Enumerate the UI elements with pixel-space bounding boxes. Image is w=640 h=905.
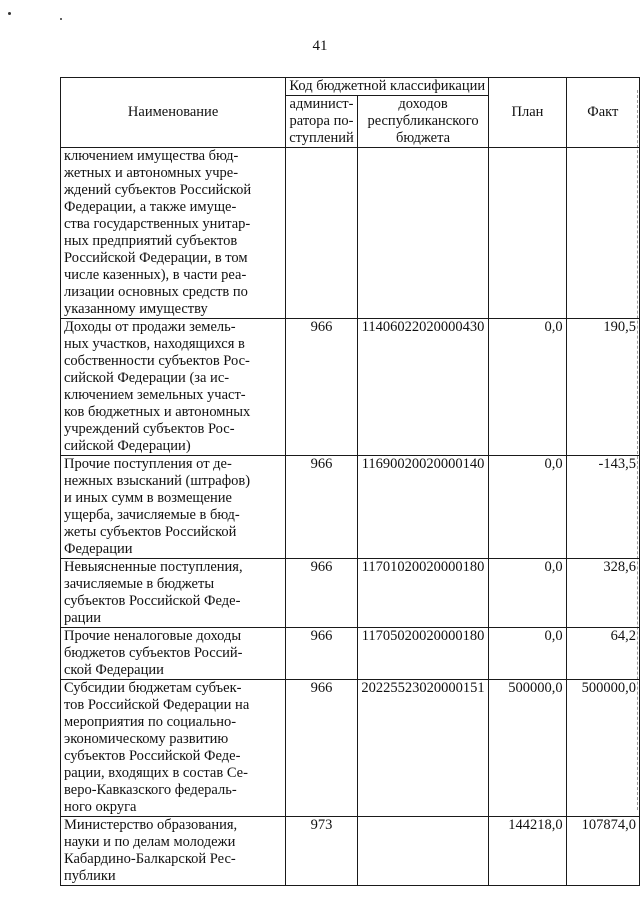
header-name: Наименование — [61, 78, 286, 148]
row-plan — [489, 148, 566, 319]
header-administrator: админист- ратора по- ступлений — [286, 96, 358, 148]
row-administrator-code: 973 — [286, 817, 358, 886]
row-revenue-code: 11690020020000140 — [357, 456, 489, 559]
table-body — [61, 148, 640, 886]
row-name: Прочие неналоговые доходы бюджетов субъектов Россий- ской Федерации — [61, 628, 286, 680]
row-plan: 500000,0 — [489, 680, 566, 817]
table-row — [61, 148, 640, 319]
row-plan: 0,0 — [489, 559, 566, 628]
row-revenue-code — [357, 817, 489, 886]
row-revenue-code — [357, 148, 489, 319]
row-fact — [566, 148, 639, 319]
row-name: Прочие поступления от де- нежных взысканий (штрафов) и иных сумм в возмещение ущерба, зачисляемые в бюд- жеты субъектов Российской Федерации — [61, 456, 286, 559]
row-administrator-code: 966 — [286, 559, 358, 628]
row-administrator-code: 966 — [286, 680, 358, 817]
header-row — [61, 78, 640, 96]
table-row — [61, 456, 640, 559]
row-plan: 0,0 — [489, 319, 566, 456]
table-row — [61, 817, 640, 886]
row-fact: 190,5 — [566, 319, 639, 456]
scan-dot — [60, 18, 62, 20]
row-plan: 144218,0 — [489, 817, 566, 886]
row-administrator-code: 966 — [286, 456, 358, 559]
row-administrator-code: 966 — [286, 319, 358, 456]
row-revenue-code: 11701020020000180 — [357, 559, 489, 628]
table-row — [61, 680, 640, 817]
row-name: Невыясненные поступления, зачисляемые в бюджеты субъектов Российской Феде- рации — [61, 559, 286, 628]
row-plan: 0,0 — [489, 456, 566, 559]
header-budget-code: Код бюджетной классификации — [286, 78, 489, 96]
scan-dot — [8, 12, 11, 15]
row-revenue-code: 11406022020000430 — [357, 319, 489, 456]
row-fact: 328,6 — [566, 559, 639, 628]
row-administrator-code: 966 — [286, 628, 358, 680]
row-name: Министерство образования, науки и по делам молодежи Кабардино-Балкарской Рес- публики — [61, 817, 286, 886]
row-fact: 64,2 — [566, 628, 639, 680]
table-row — [61, 628, 640, 680]
page-number: 41 — [312, 38, 328, 54]
table-row — [61, 319, 640, 456]
header-plan: План — [489, 78, 566, 148]
row-administrator-code — [286, 148, 358, 319]
row-revenue-code: 20225523020000151 — [357, 680, 489, 817]
header-revenue: доходов республиканского бюджета — [357, 96, 489, 148]
row-fact: 107874,0 — [566, 817, 639, 886]
row-plan: 0,0 — [489, 628, 566, 680]
row-fact: -143,5 — [566, 456, 639, 559]
row-name: Субсидии бюджетам субъек- тов Российской Федерации на мероприятия по социально- экономическому развитию субъектов Российской Феде- рации, входящих в состав Се- веро-Кавказского федераль- ного округа — [61, 680, 286, 817]
row-name: Доходы от продажи земель- ных участков, находящихся в собственности субъектов Рос- сийской Федерации (за ис- ключением земельных участ- ков бюджетных и автономных учреждений субъектов Рос- сийской Федерации) — [61, 319, 286, 456]
budget-table — [60, 77, 640, 886]
row-fact: 500000,0 — [566, 680, 639, 817]
header-fact: Факт — [566, 78, 639, 148]
budget-table-container — [60, 77, 640, 886]
row-name: ключением имущества бюд- жетных и автономных учре- ждений субъектов Российской Федерации, а также имуще- ства государственных унитар- ных предприятий субъектов Российской Федерации, в том числе казенных), в части реа- лизации основных средств по указанному имуществу — [61, 148, 286, 319]
row-revenue-code: 11705020020000180 — [357, 628, 489, 680]
table-row — [61, 559, 640, 628]
